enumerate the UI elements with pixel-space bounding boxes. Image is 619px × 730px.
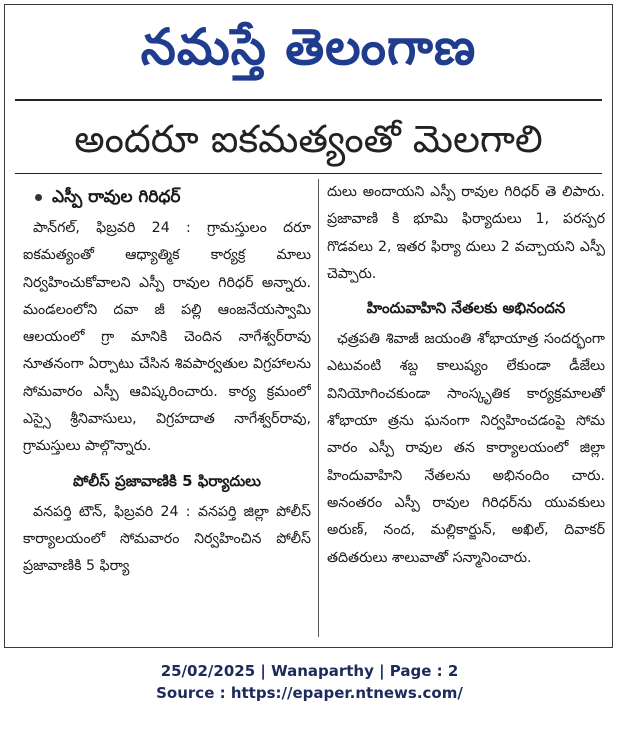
right-column: [327, 177, 605, 641]
byline-text: ఎస్పీ రావుల గిరిధర్: [52, 187, 181, 207]
article-headline: అందరూ ఐకమత్యంతో మెలగాలి: [74, 117, 543, 161]
footer-source: Source : https://epaper.ntnews.com/: [156, 684, 463, 702]
headline-rule: [15, 173, 602, 174]
story-paragraph-3: ఛత్రపతి శివాజీ జయంతి శోభాయాత్ర సందర్భంగా ఎటువంటి శబ్ద కాలుష్యం లేకుండా డీజేలు వినియోగించకుండా సాంస్కృతిక కార్యక్రమాలతో శోభాయా త్రను ఘనంగా నిర్వహించడంపై సోమ వారం ఎస్పీ రావుల తన కార్యాలయంలో జిల్లా హిందువాహిని నేతలను అభినందిం చారు. అనంతరం ఎస్పీ రావుల గిరిధర్‌ను యువకులు అరుణ్, నంద, మల్లికార్జున్, అఖిల్, దివాకర్ తదితరులు శాలువాతో సన్మానించారు.: [327, 331, 605, 566]
story-paragraph-2-continued: దులు అందాయని ఎస్పీ రావుల గిరిధర్ తె లిపారు. ప్రజావాణి కి భూమి ఫిర్యాదులు 1, పరస్పర గొడవలు 2, ఇతర ఫిర్యా దులు 2 వచ్చాయని ఎస్పీ చెప్పారు.: [327, 184, 605, 282]
story-paragraph-2: వనపర్తి టౌన్, ఫిబ్రవరి 24 : వనపర్తి జిల్లా పోలీస్ కార్యాలయంలో సోమవారం నిర్వహించిన పోలీస్ ప్రజావాణికి 5 ఫిర్యా: [23, 503, 311, 575]
clipping-frame: [4, 4, 613, 648]
column-divider: [318, 179, 319, 637]
clipping-footer: [0, 660, 619, 704]
subheading-police-praja-vani: పోలీస్ ప్రజావాణికి 5 ఫిర్యాదులు: [73, 471, 261, 490]
footer-date-edition-page: 25/02/2025 | Wanaparthy | Page : 2: [160, 662, 459, 680]
story-paragraph-1: పాన్‌గల్, ఫిబ్రవరి 24 : గ్రామస్తులం దరూ ఐకమత్యంతో ఆధ్యాత్మిక కార్యక్ర మాలు నిర్వహించుకోవాలని ఎస్పీ రావుల గిరిధర్ అన్నారు. మండలంలోని దవా జీ పల్లి ఆంజనేయస్వామి ఆలయంలో గ్రా మానికి చెందిన నాగేశ్వర్‌రావు నూతనంగా ఏర్పాటు చేసిన శివపార్వతుల విగ్రహాలను సోమవారం ఎస్పీ ఆవిష్కరించారు. కార్య క్రమంలో ఎస్సై శ్రీనివాసులు, విగ్రహదాత నాగేశ్వర్‌రావు, గ్రామస్తులు పాల్గొన్నారు.: [23, 220, 311, 455]
subheading-hinduvahini: హిందువాహిని నేతలకు అభినందన: [366, 299, 566, 318]
bullet-icon: [35, 194, 42, 201]
left-column: [23, 177, 311, 641]
masthead-rule: [15, 99, 602, 101]
newspaper-masthead: నమస్తే తెలంగాణ: [140, 18, 477, 76]
byline: [23, 183, 311, 211]
